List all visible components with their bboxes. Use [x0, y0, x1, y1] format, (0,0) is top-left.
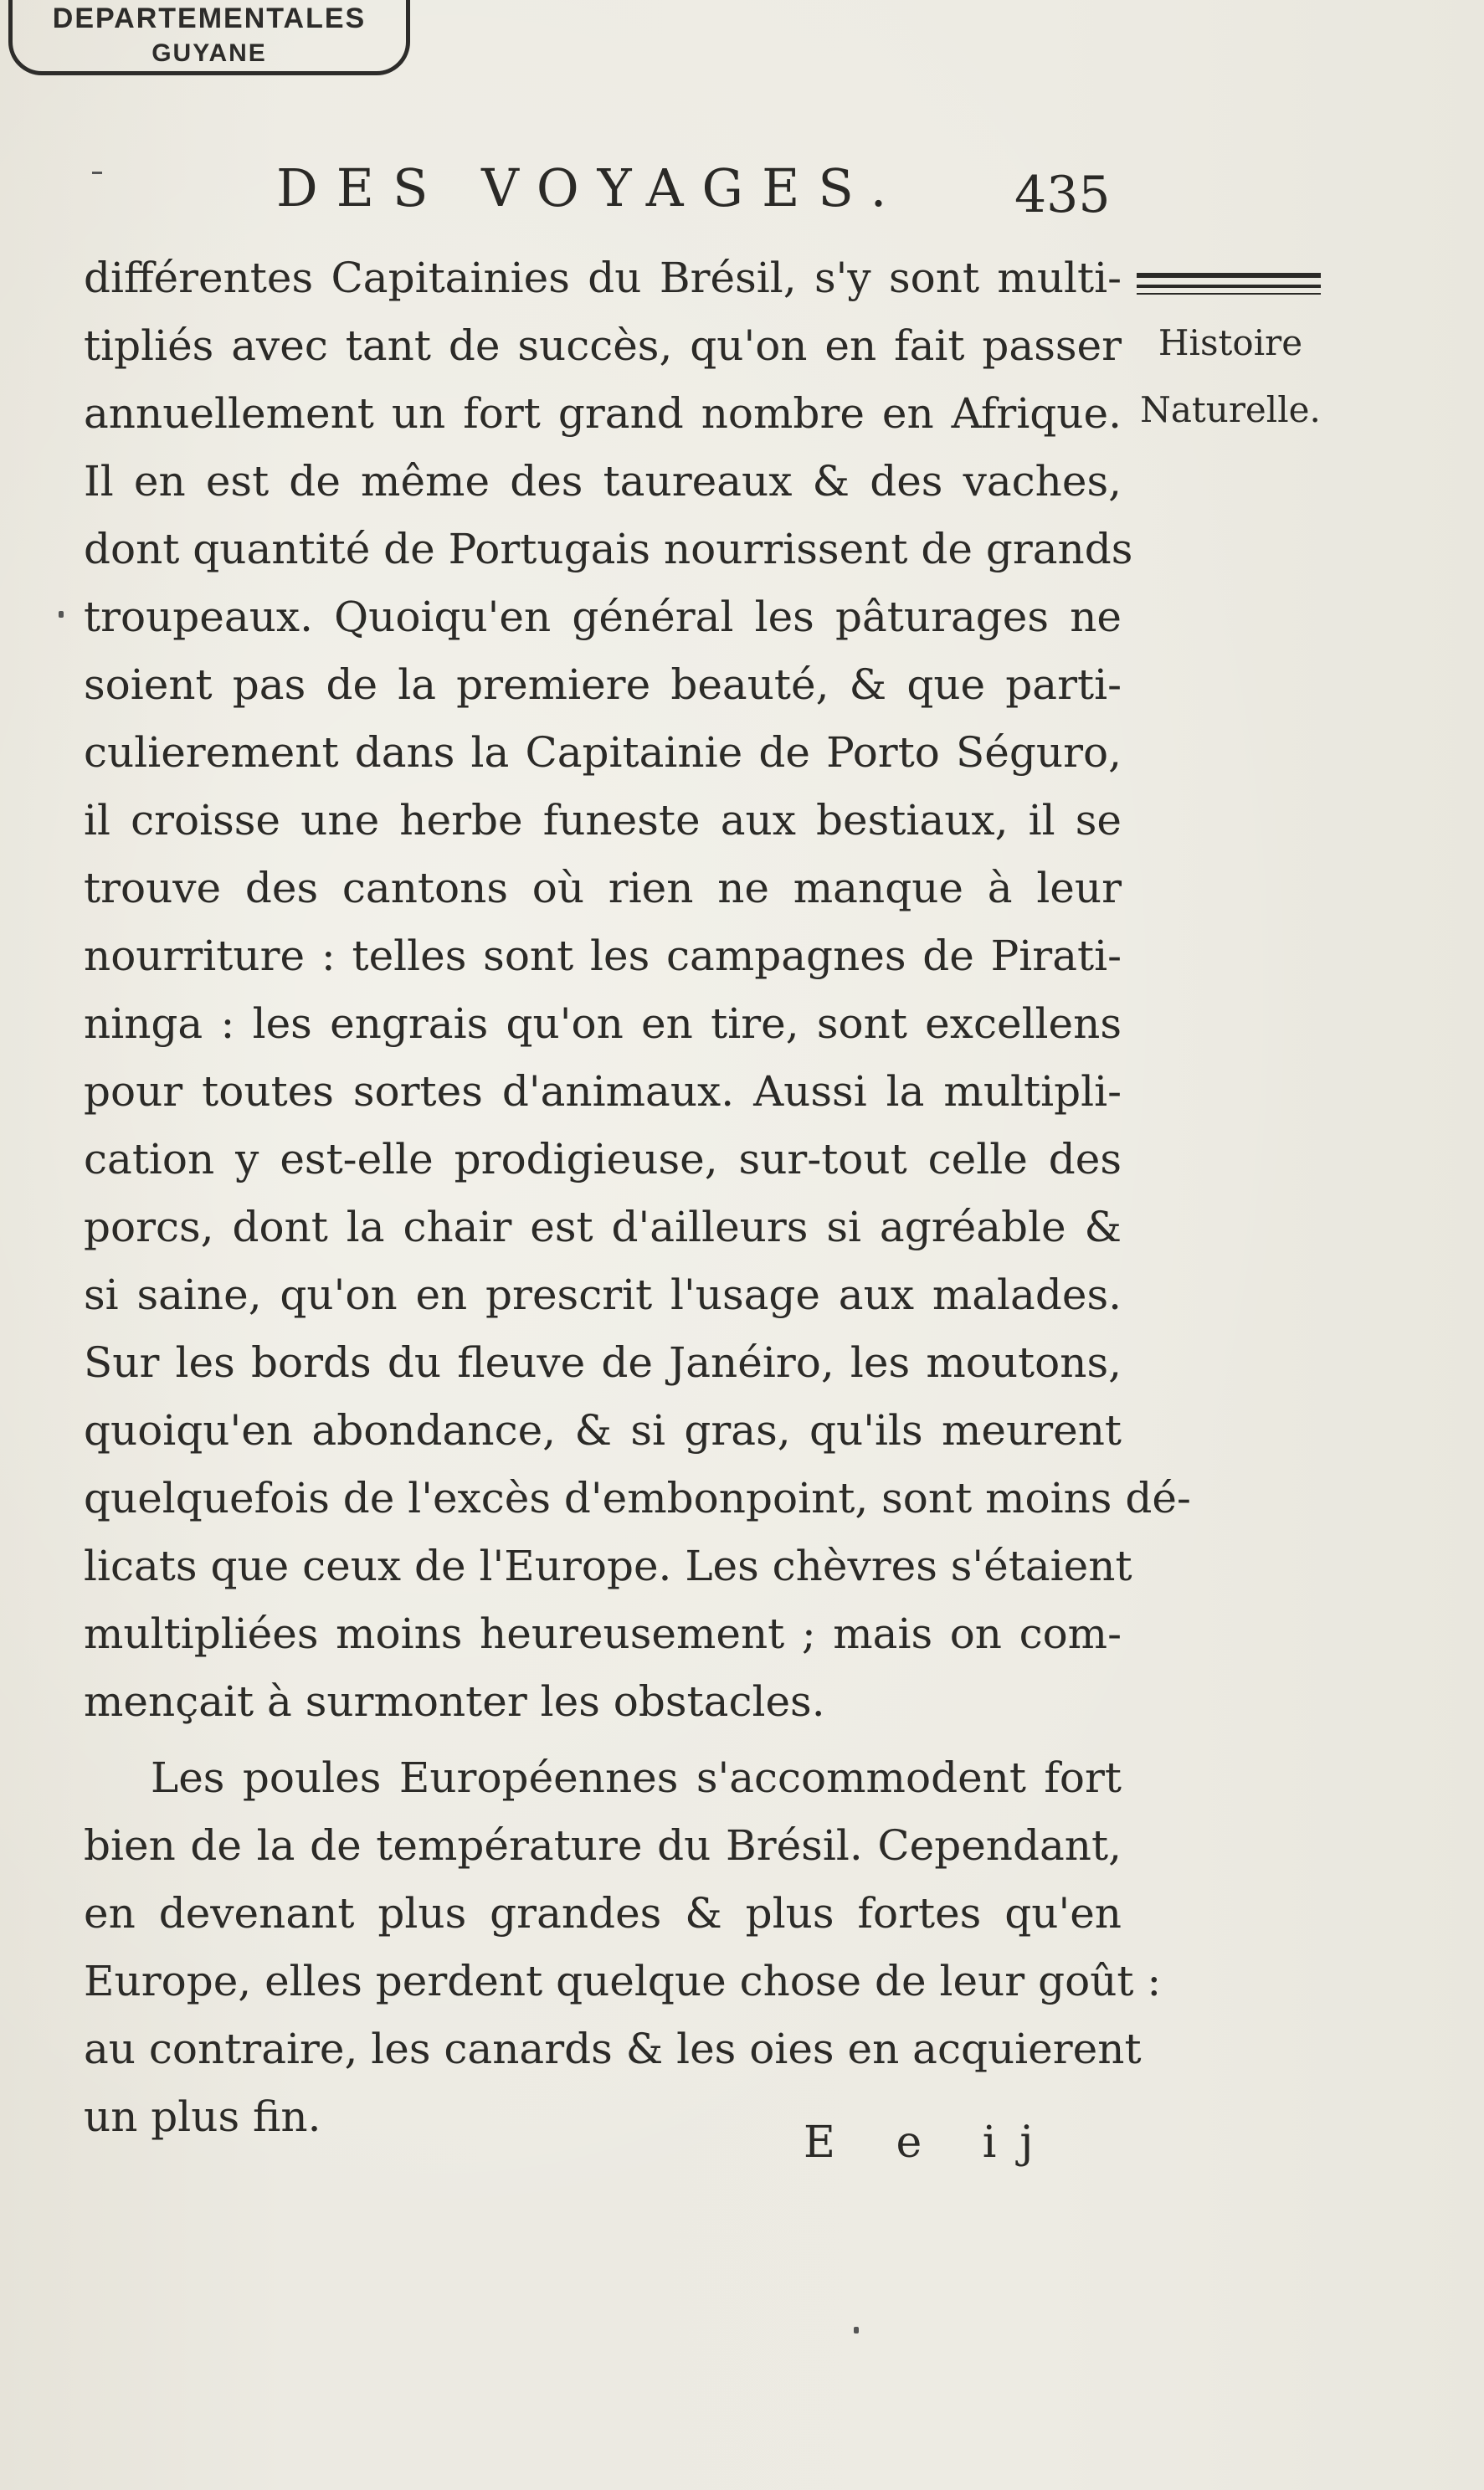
stamp-line-1: DEPARTEMENTALES: [52, 3, 367, 34]
text-line: Sur les bords du fleuve de Janéiro, les moutons,: [84, 1338, 1122, 1387]
text-line: ninga : les engrais qu'on en tire, sont excellens: [84, 999, 1122, 1048]
text-line: soient pas de la premiere beauté, & que parti-: [84, 660, 1122, 709]
text-line: Il en est de même des taureaux & des vaches,: [84, 457, 1122, 506]
text-line: dont quantité de Portugais nourrissent de grands: [84, 525, 1133, 573]
ink-speck: [854, 2327, 859, 2333]
marginal-note: [1130, 310, 1331, 444]
marginal-rule: [1137, 273, 1321, 278]
marginal-rule: [1137, 285, 1321, 288]
body-text: [84, 244, 1191, 2151]
text-line: trouve des cantons où rien ne manque à leur: [84, 864, 1122, 912]
text-line: quoiqu'en abondance, & si gras, qu'ils meurent: [84, 1406, 1122, 1455]
marginal-rule: [1137, 293, 1321, 295]
text-line: licats que ceux de l'Europe. Les chèvres s'étaient: [84, 1542, 1132, 1590]
text-line: Les poules Européennes s'accommodent fort: [151, 1753, 1122, 1802]
ink-speck: [59, 611, 64, 618]
text-line: un plus fin.: [84, 2092, 321, 2141]
text-line: tipliés avec tant de succès, qu'on en fait passer: [84, 321, 1122, 370]
text-line: annuellement un fort grand nombre en Afrique.: [84, 389, 1122, 438]
paragraph-1: [84, 244, 1191, 1736]
text-line: nourriture : telles sont les campagnes de Pirati-: [84, 932, 1122, 980]
text-line: multipliées moins heureusement ; mais on com-: [84, 1610, 1122, 1658]
text-line: porcs, dont la chair est d'ailleurs si agréable &: [84, 1203, 1122, 1251]
text-line: troupeaux. Quoiqu'en général les pâturages ne: [84, 593, 1122, 641]
library-stamp: [8, 0, 410, 75]
text-line: cation y est-elle prodigieuse, sur-tout celle des: [84, 1135, 1122, 1183]
text-line: quelquefois de l'excès d'embonpoint, sont moins dé-: [84, 1474, 1191, 1522]
stamp-line-2: GUYANE: [151, 39, 267, 67]
marginal-note-line: Naturelle.: [1140, 389, 1321, 430]
running-title: DES VOYAGES.: [276, 157, 906, 218]
text-line: il croisse une herbe funeste aux bestiaux, il se: [84, 796, 1122, 845]
text-line: au contraire, les canards & les oies en acquierent: [84, 2025, 1142, 2073]
page-number: 435: [1014, 166, 1111, 224]
marginal-note-line: Histoire: [1158, 322, 1303, 363]
text-line: culierement dans la Capitainie de Porto Séguro,: [84, 728, 1122, 777]
text-line: mençait à surmonter les obstacles.: [84, 1677, 825, 1726]
text-line: bien de la de température du Brésil. Cependant,: [84, 1821, 1122, 1870]
text-line: si saine, qu'on en prescrit l'usage aux malades.: [84, 1271, 1122, 1319]
ink-dash-mark: [92, 172, 102, 174]
text-line: Europe, elles perdent quelque chose de leur goût :: [84, 1957, 1162, 2005]
paragraph-2: [84, 1744, 1162, 2151]
paragraph-gap: [84, 1736, 1122, 1744]
text-line: en devenant plus grandes & plus fortes qu'en: [84, 1889, 1122, 1938]
text-line: différentes Capitainies du Brésil, s'y sont multi-: [84, 254, 1122, 302]
signature-mark: E e ij: [804, 2118, 1057, 2168]
text-line: pour toutes sortes d'animaux. Aussi la multipli-: [84, 1067, 1122, 1116]
